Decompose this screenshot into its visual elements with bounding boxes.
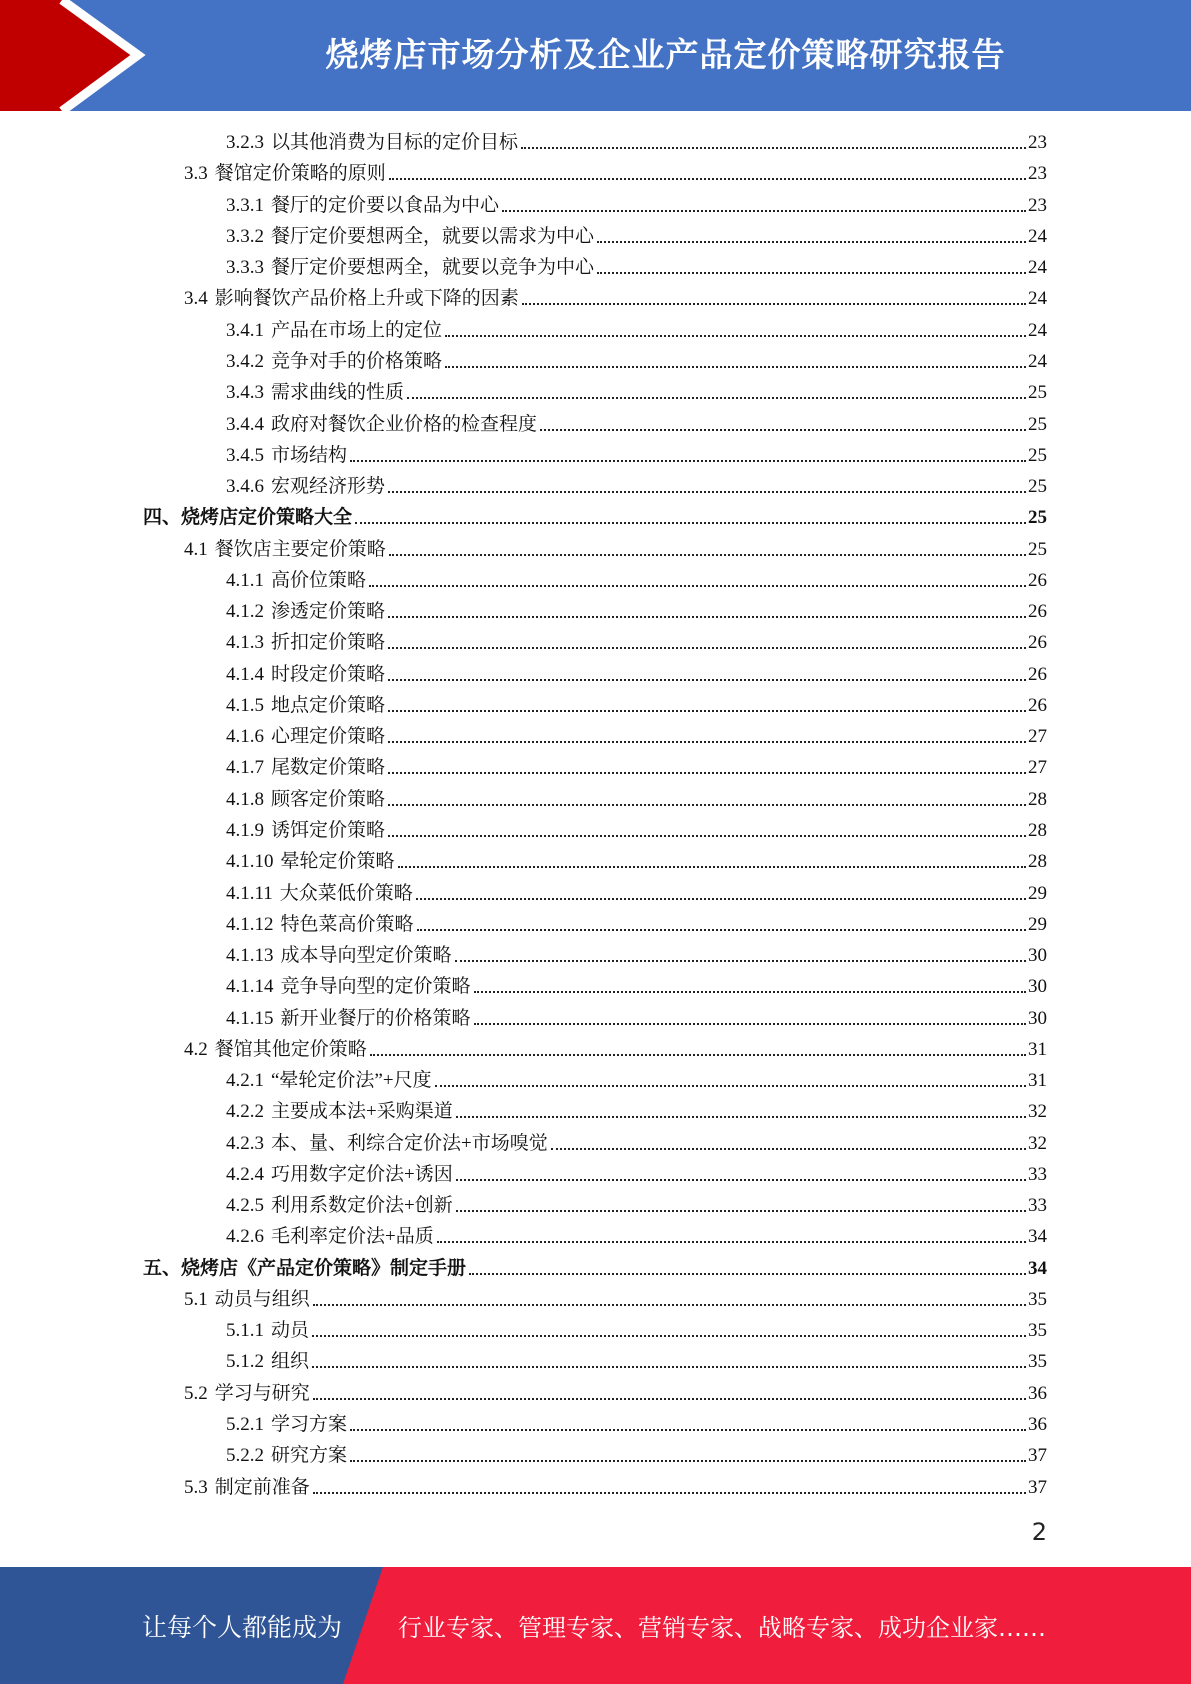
toc-entry-number: 4.1.15 xyxy=(226,1007,274,1029)
toc-dot-leader xyxy=(350,1429,1026,1431)
toc-dot-leader xyxy=(350,460,1026,462)
toc-entry-number: 4.1.6 xyxy=(226,726,264,748)
toc-entry-number: 4.2.6 xyxy=(226,1226,264,1248)
toc-dot-leader xyxy=(388,491,1026,493)
toc-entry-page: 27 xyxy=(1028,757,1047,779)
toc-entry-title: 动员与组织 xyxy=(214,1288,310,1310)
toc-entry-number: 4.2.1 xyxy=(226,1070,264,1092)
toc-entry[interactable] xyxy=(0,377,1191,408)
toc-entry-title: 时段定价策略 xyxy=(271,663,386,685)
toc-dot-leader xyxy=(407,397,1026,399)
toc-entry[interactable] xyxy=(0,502,1191,533)
report-title: 烧烤店市场分析及企业产品定价策略研究报告 xyxy=(325,34,1006,74)
toc-entry-page: 28 xyxy=(1028,788,1047,810)
toc-entry[interactable] xyxy=(0,721,1191,752)
header-banner xyxy=(0,0,1191,111)
toc-entry[interactable] xyxy=(0,252,1191,283)
toc-entry-title: 餐馆定价策略的原则 xyxy=(214,163,386,185)
toc-dot-leader xyxy=(312,1335,1026,1337)
toc-dot-leader xyxy=(388,772,1026,774)
toc-entry-title: 需求曲线的性质 xyxy=(271,382,405,404)
toc-entry[interactable] xyxy=(0,877,1191,908)
toc-entry[interactable] xyxy=(0,1096,1191,1127)
toc-dot-leader xyxy=(469,1273,1026,1275)
toc-entry[interactable] xyxy=(0,784,1191,815)
toc-dot-leader xyxy=(370,1054,1026,1056)
toc-entry-number: 4.1.3 xyxy=(226,632,264,654)
toc-entry-number: 5.2.1 xyxy=(226,1414,264,1436)
toc-entry[interactable] xyxy=(0,565,1191,596)
toc-entry-number: 4.1.13 xyxy=(226,945,274,967)
toc-dot-leader xyxy=(456,1179,1026,1181)
toc-entry-title: 政府对餐饮企业价格的检查程度 xyxy=(271,413,538,435)
toc-entry-number: 5.3 xyxy=(184,1476,208,1498)
toc-entry-number: 3.4.2 xyxy=(226,350,264,372)
toc-entry-page: 26 xyxy=(1028,632,1047,654)
toc-entry-number: 4.1.8 xyxy=(226,788,264,810)
toc-entry-page: 34 xyxy=(1028,1257,1047,1279)
toc-dot-leader xyxy=(350,1460,1026,1462)
toc-entry-title: 烧烤店《产品定价策略》制定手册 xyxy=(181,1257,467,1279)
toc-entry-page: 32 xyxy=(1028,1101,1047,1123)
toc-entry-page: 25 xyxy=(1028,507,1047,529)
toc-dot-leader xyxy=(474,991,1026,993)
toc-dot-leader xyxy=(456,1116,1026,1118)
toc-entry-title: 大众菜低价策略 xyxy=(279,882,413,904)
toc-entry-title: 诱饵定价策略 xyxy=(271,819,386,841)
toc-dot-leader xyxy=(388,679,1026,681)
toc-entry-page: 36 xyxy=(1028,1382,1047,1404)
toc-entry-number: 3.4.6 xyxy=(226,476,264,498)
toc-entry[interactable] xyxy=(0,221,1191,252)
toc-entry-page: 24 xyxy=(1028,350,1047,372)
toc-entry-title: 晕轮定价策略 xyxy=(280,851,395,873)
toc-entry[interactable] xyxy=(0,533,1191,564)
toc-entry-number: 4.2 xyxy=(184,1038,208,1060)
toc-dot-leader xyxy=(389,178,1026,180)
toc-entry[interactable] xyxy=(0,283,1191,314)
toc-entry-number: 4.2.5 xyxy=(226,1195,264,1217)
toc-dot-leader xyxy=(502,210,1026,212)
toc-dot-leader xyxy=(388,741,1026,743)
toc-dot-leader xyxy=(551,1148,1026,1150)
page-number: 2 xyxy=(1031,1518,1047,1546)
toc-entry-number: 4.1.14 xyxy=(226,976,274,998)
toc-entry-number: 4.1.2 xyxy=(226,601,264,623)
toc-entry-title: 本、量、利综合定价法+市场嗅觉 xyxy=(271,1132,548,1154)
toc-entry-page: 24 xyxy=(1028,288,1047,310)
toc-dot-leader xyxy=(437,1241,1026,1243)
toc-entry[interactable] xyxy=(0,1284,1191,1315)
toc-entry-title: 宏观经济形势 xyxy=(271,476,386,498)
toc-entry[interactable] xyxy=(0,440,1191,471)
toc-entry-page: 31 xyxy=(1028,1038,1047,1060)
toc-dot-leader xyxy=(540,429,1026,431)
toc-entry-title: 新开业餐厅的价格策略 xyxy=(280,1007,471,1029)
toc-entry[interactable] xyxy=(0,1159,1191,1190)
toc-entry-number: 3.4.5 xyxy=(226,444,264,466)
toc-entry-title: 以其他消费为目标的定价目标 xyxy=(271,132,519,154)
toc-entry[interactable] xyxy=(0,971,1191,1002)
toc-entry-title: 烧烤店定价策略大全 xyxy=(181,507,353,529)
toc-entry-title: 折扣定价策略 xyxy=(271,632,386,654)
toc-entry[interactable] xyxy=(0,127,1191,158)
toc-entry-title: 餐厅定价要想两全，就要以竞争为中心 xyxy=(271,257,595,279)
table-of-contents xyxy=(0,127,1191,1503)
toc-entry-page: 29 xyxy=(1028,882,1047,904)
toc-entry-number: 5.1.2 xyxy=(226,1351,264,1373)
toc-entry-page: 26 xyxy=(1028,569,1047,591)
toc-entry[interactable] xyxy=(0,190,1191,221)
toc-dot-leader xyxy=(455,960,1026,962)
toc-dot-leader xyxy=(597,272,1026,274)
toc-entry[interactable] xyxy=(0,471,1191,502)
toc-entry-number: 四、 xyxy=(143,507,182,529)
toc-entry-title: 动员 xyxy=(271,1320,310,1342)
toc-entry-number: 3.4.3 xyxy=(226,382,264,404)
toc-dot-leader xyxy=(456,1210,1026,1212)
toc-dot-leader xyxy=(435,1085,1026,1087)
toc-entry[interactable] xyxy=(0,1315,1191,1346)
toc-entry[interactable] xyxy=(0,659,1191,690)
toc-entry-page: 35 xyxy=(1028,1288,1047,1310)
toc-entry-page: 37 xyxy=(1028,1476,1047,1498)
toc-entry[interactable] xyxy=(0,596,1191,627)
toc-entry-title: 竞争导向型的定价策略 xyxy=(280,976,471,998)
toc-entry[interactable] xyxy=(0,315,1191,346)
toc-entry-number: 3.2.3 xyxy=(226,132,264,154)
toc-dot-leader xyxy=(521,147,1026,149)
toc-entry-page: 28 xyxy=(1028,851,1047,873)
chevron-arrow-icon xyxy=(0,0,160,111)
toc-entry-number: 3.3.3 xyxy=(226,257,264,279)
toc-entry-title: 尾数定价策略 xyxy=(271,757,386,779)
toc-entry-page: 32 xyxy=(1028,1132,1047,1154)
toc-entry[interactable] xyxy=(0,1034,1191,1065)
toc-entry-page: 30 xyxy=(1028,976,1047,998)
toc-dot-leader xyxy=(312,1366,1026,1368)
toc-entry[interactable] xyxy=(0,940,1191,971)
toc-entry-page: 23 xyxy=(1028,194,1047,216)
toc-entry-number: 4.1.11 xyxy=(226,882,273,904)
toc-entry-page: 25 xyxy=(1028,413,1047,435)
toc-entry-number: 3.3.1 xyxy=(226,194,264,216)
toc-entry-number: 4.2.2 xyxy=(226,1101,264,1123)
toc-dot-leader xyxy=(388,835,1026,837)
toc-dot-leader xyxy=(388,804,1026,806)
toc-dot-leader xyxy=(369,585,1026,587)
toc-entry-page: 25 xyxy=(1028,444,1047,466)
toc-entry-page: 24 xyxy=(1028,319,1047,341)
footer-slogan-left: 让每个人都能成为 xyxy=(142,1612,343,1642)
toc-entry-page: 23 xyxy=(1028,163,1047,185)
toc-entry-title: 毛利率定价法+品质 xyxy=(271,1226,434,1248)
toc-entry-title: 学习与研究 xyxy=(214,1382,310,1404)
footer-slogan-right: 行业专家、管理专家、营销专家、战略专家、成功企业家…… xyxy=(398,1614,1046,1642)
toc-entry-number: 3.4 xyxy=(184,288,208,310)
toc-entry-page: 23 xyxy=(1028,132,1047,154)
toc-entry-title: 餐馆其他定价策略 xyxy=(214,1038,367,1060)
toc-entry-title: 餐厅定价要想两全，就要以需求为中心 xyxy=(271,225,595,247)
toc-entry[interactable] xyxy=(0,1378,1191,1409)
toc-entry-title: 餐厅的定价要以食品为中心 xyxy=(271,194,500,216)
toc-dot-leader xyxy=(388,647,1026,649)
toc-entry-page: 24 xyxy=(1028,257,1047,279)
toc-dot-leader xyxy=(474,1023,1026,1025)
toc-entry-number: 4.2.3 xyxy=(226,1132,264,1154)
toc-dot-leader xyxy=(313,1492,1026,1494)
toc-entry-number: 4.2.4 xyxy=(226,1163,264,1185)
toc-entry-page: 26 xyxy=(1028,694,1047,716)
toc-dot-leader xyxy=(355,522,1026,524)
toc-entry-page: 27 xyxy=(1028,726,1047,748)
toc-entry-title: 成本导向型定价策略 xyxy=(280,945,452,967)
toc-entry-title: 组织 xyxy=(271,1351,310,1373)
toc-entry[interactable] xyxy=(0,1409,1191,1440)
toc-entry[interactable] xyxy=(0,1221,1191,1252)
toc-entry-title: 利用系数定价法+创新 xyxy=(271,1195,453,1217)
toc-dot-leader xyxy=(445,335,1026,337)
toc-entry-page: 35 xyxy=(1028,1351,1047,1373)
toc-entry-page: 30 xyxy=(1028,1007,1047,1029)
toc-dot-leader xyxy=(417,929,1026,931)
toc-dot-leader xyxy=(445,366,1026,368)
toc-entry[interactable] xyxy=(0,1128,1191,1159)
toc-entry[interactable] xyxy=(0,690,1191,721)
toc-entry-title: 顾客定价策略 xyxy=(271,788,386,810)
toc-entry[interactable] xyxy=(0,1440,1191,1471)
toc-entry[interactable] xyxy=(0,846,1191,877)
toc-entry-title: 特色菜高价策略 xyxy=(280,913,414,935)
toc-dot-leader xyxy=(388,710,1026,712)
toc-entry[interactable] xyxy=(0,909,1191,940)
toc-entry-number: 五、 xyxy=(143,1257,182,1279)
toc-entry[interactable] xyxy=(0,815,1191,846)
toc-entry-number: 3.3 xyxy=(184,163,208,185)
toc-entry-title: 制定前准备 xyxy=(214,1476,310,1498)
toc-entry-page: 34 xyxy=(1028,1226,1047,1248)
toc-entry[interactable] xyxy=(0,1346,1191,1377)
toc-entry[interactable] xyxy=(0,408,1191,439)
toc-entry-title: 市场结构 xyxy=(271,444,348,466)
toc-dot-leader xyxy=(416,898,1026,900)
toc-entry-page: 24 xyxy=(1028,225,1047,247)
toc-dot-leader xyxy=(389,554,1026,556)
toc-entry-page: 31 xyxy=(1028,1070,1047,1092)
toc-entry[interactable] xyxy=(0,1002,1191,1033)
toc-entry-title: 心理定价策略 xyxy=(271,726,386,748)
toc-entry[interactable] xyxy=(0,1253,1191,1284)
toc-entry-page: 35 xyxy=(1028,1320,1047,1342)
toc-entry-page: 25 xyxy=(1028,476,1047,498)
toc-entry-page: 26 xyxy=(1028,601,1047,623)
toc-entry-page: 33 xyxy=(1028,1163,1047,1185)
toc-entry[interactable] xyxy=(0,752,1191,783)
toc-entry-number: 3.3.2 xyxy=(226,225,264,247)
toc-dot-leader xyxy=(313,1304,1026,1306)
toc-entry-title: 学习方案 xyxy=(271,1414,348,1436)
toc-entry-title: 研究方案 xyxy=(271,1445,348,1467)
toc-entry-page: 33 xyxy=(1028,1195,1047,1217)
toc-entry-number: 4.1.1 xyxy=(226,569,264,591)
toc-entry-page: 25 xyxy=(1028,538,1047,560)
toc-entry-title: 竞争对手的价格策略 xyxy=(271,350,443,372)
toc-entry[interactable] xyxy=(0,1190,1191,1221)
toc-entry-title: 地点定价策略 xyxy=(271,694,386,716)
toc-entry-title: 影响餐饮产品价格上升或下降的因素 xyxy=(214,288,519,310)
toc-entry[interactable] xyxy=(0,627,1191,658)
toc-entry-number: 4.1.4 xyxy=(226,663,264,685)
toc-entry-title: 产品在市场上的定位 xyxy=(271,319,443,341)
toc-entry-title: 餐饮店主要定价策略 xyxy=(214,538,386,560)
toc-entry-number: 5.2.2 xyxy=(226,1445,264,1467)
toc-entry-number: 5.2 xyxy=(184,1382,208,1404)
toc-entry-number: 4.1.5 xyxy=(226,694,264,716)
toc-entry[interactable] xyxy=(0,1065,1191,1096)
toc-dot-leader xyxy=(388,616,1026,618)
toc-entry[interactable] xyxy=(0,1471,1191,1502)
footer-banner xyxy=(0,1567,1191,1684)
toc-dot-leader xyxy=(597,241,1026,243)
toc-entry-page: 25 xyxy=(1028,382,1047,404)
toc-entry-title: 巧用数字定价法+诱因 xyxy=(271,1163,453,1185)
toc-entry-number: 4.1.10 xyxy=(226,851,274,873)
toc-entry-number: 5.1.1 xyxy=(226,1320,264,1342)
toc-entry-number: 4.1 xyxy=(184,538,208,560)
toc-entry-number: 3.4.4 xyxy=(226,413,264,435)
toc-entry-page: 29 xyxy=(1028,913,1047,935)
toc-entry-page: 36 xyxy=(1028,1414,1047,1436)
toc-dot-leader xyxy=(398,866,1026,868)
toc-entry-title: 渗透定价策略 xyxy=(271,601,386,623)
toc-entry[interactable] xyxy=(0,346,1191,377)
toc-entry-title: “晕轮定价法”+尺度 xyxy=(271,1070,432,1092)
toc-entry-number: 4.1.9 xyxy=(226,819,264,841)
toc-entry-number: 5.1 xyxy=(184,1288,208,1310)
toc-entry-number: 4.1.12 xyxy=(226,913,274,935)
toc-entry-page: 37 xyxy=(1028,1445,1047,1467)
toc-entry-title: 主要成本法+采购渠道 xyxy=(271,1101,453,1123)
toc-dot-leader xyxy=(522,303,1026,305)
toc-entry-page: 28 xyxy=(1028,819,1047,841)
toc-entry-title: 高价位策略 xyxy=(271,569,367,591)
toc-entry-number: 4.1.7 xyxy=(226,757,264,779)
toc-dot-leader xyxy=(313,1398,1026,1400)
toc-entry[interactable] xyxy=(0,158,1191,189)
toc-entry-page: 30 xyxy=(1028,945,1047,967)
toc-entry-page: 26 xyxy=(1028,663,1047,685)
toc-entry-number: 3.4.1 xyxy=(226,319,264,341)
